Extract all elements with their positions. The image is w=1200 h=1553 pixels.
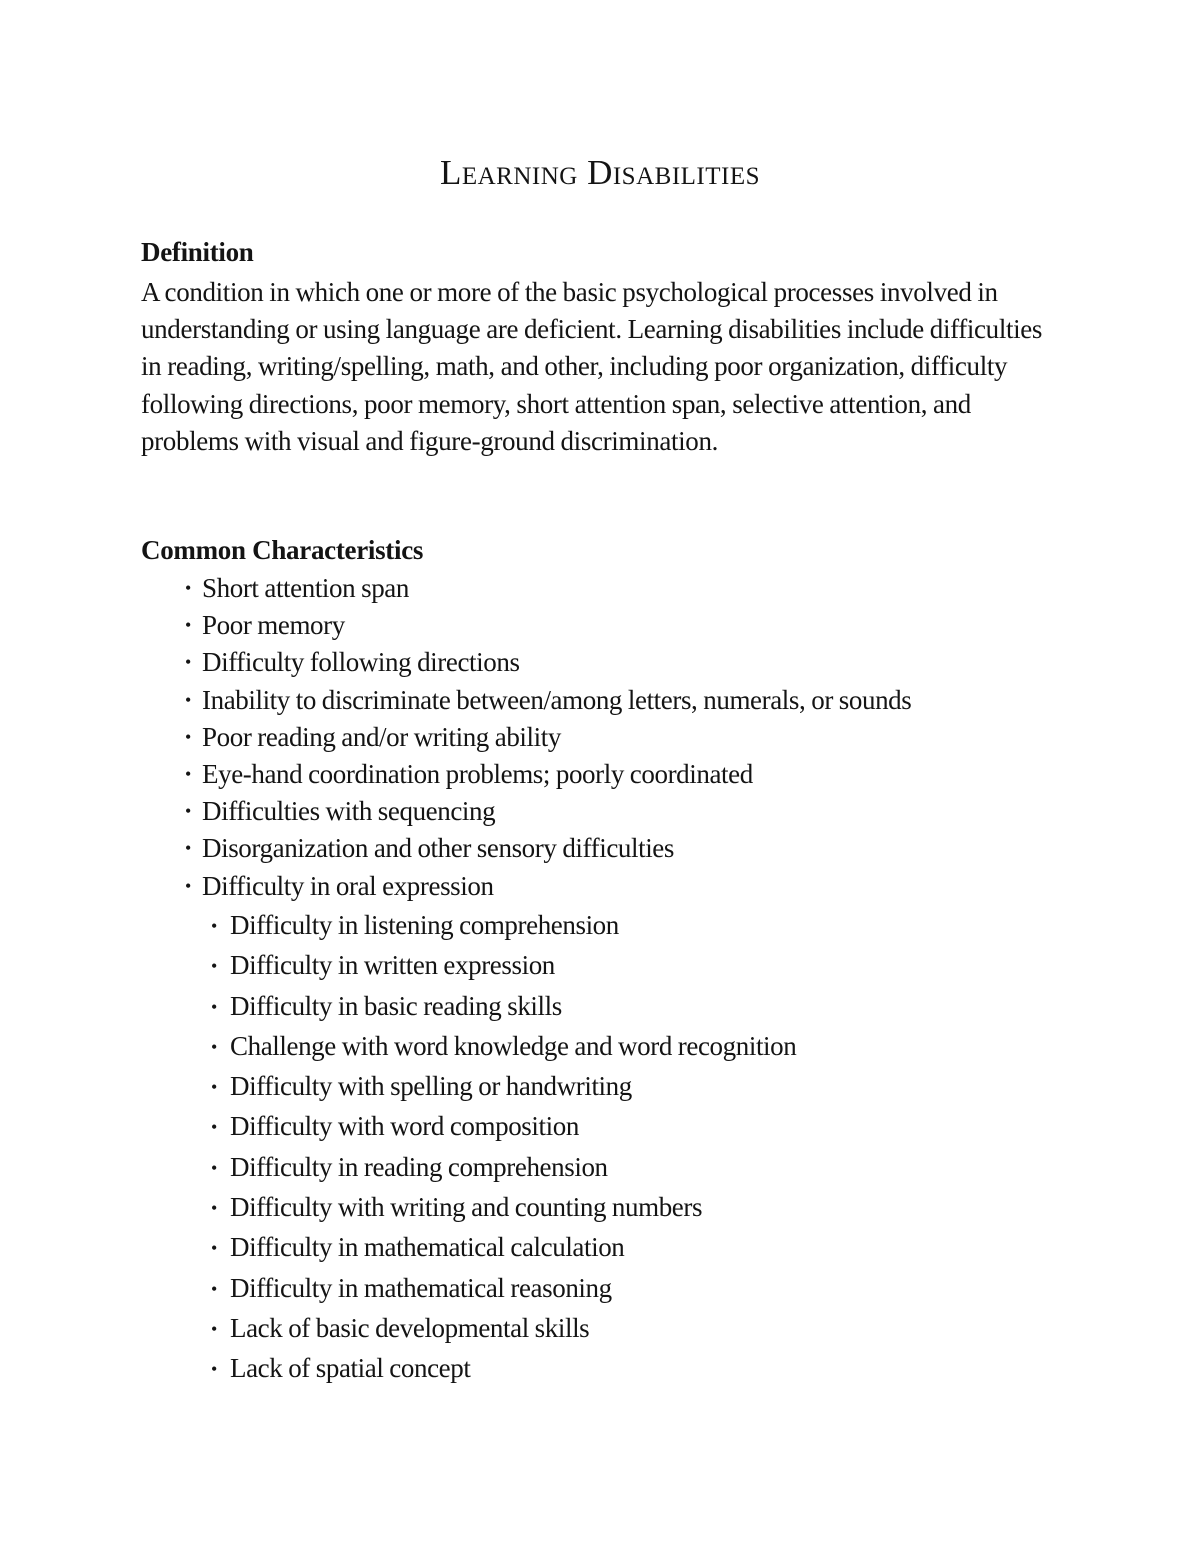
bullet-icon: •: [211, 1036, 217, 1057]
document-title: Learning Disabilities: [439, 153, 761, 192]
sub-list-item: [0, 905, 1200, 945]
list-item: [0, 570, 1200, 607]
sub-list-item: [0, 1227, 1200, 1267]
bullet-icon: •: [185, 875, 191, 896]
bullet-icon: •: [211, 1117, 217, 1138]
bullet-icon: •: [211, 996, 217, 1017]
bullet-icon: •: [211, 1318, 217, 1339]
bullet-icon: •: [185, 764, 191, 785]
sub-list-item-text: Difficulty with writing and counting numbers: [230, 1192, 703, 1223]
list-item-text: Short attention span: [202, 573, 409, 603]
list-item-text: Inability to discriminate between/among letters, numerals, or sounds: [202, 684, 912, 715]
sub-list-item: [0, 1187, 1200, 1227]
bullet-icon: •: [211, 1238, 217, 1259]
bullet-icon: •: [185, 689, 191, 710]
sub-list-item: [0, 1147, 1200, 1187]
sub-list-item: [0, 1066, 1200, 1106]
characteristics-list: [0, 570, 1200, 905]
definition-heading: Definition: [141, 237, 254, 267]
list-item: [0, 756, 1200, 793]
sub-list-item: [0, 1026, 1200, 1066]
list-item-text: Poor reading and/or writing ability: [202, 721, 561, 752]
bullet-icon: •: [211, 916, 217, 936]
sub-list-item: [0, 1106, 1200, 1146]
sub-list-item-text: Difficulty in mathematical reasoning: [230, 1272, 612, 1303]
bullet-icon: •: [185, 578, 191, 598]
sub-list-item: [0, 1348, 1200, 1388]
sub-list-item-text: Difficulty in basic reading skills: [230, 990, 562, 1021]
sub-list-item-text: Difficulty in written expression: [230, 950, 555, 981]
list-item: [0, 793, 1200, 830]
sub-list-item: [0, 1268, 1200, 1308]
sub-list-item: [0, 986, 1200, 1026]
bullet-icon: •: [185, 726, 191, 747]
list-item: [0, 830, 1200, 867]
list-item-text: Difficulty following directions: [202, 647, 520, 678]
list-item-text: Poor memory: [202, 610, 345, 641]
sub-list-item-text: Difficulty in listening comprehension: [230, 910, 619, 940]
list-item: [0, 644, 1200, 681]
bullet-icon: •: [211, 1077, 217, 1098]
bullet-icon: •: [211, 1278, 217, 1299]
bullet-icon: •: [211, 1359, 217, 1380]
list-item: [0, 719, 1200, 756]
bullet-icon: •: [185, 801, 191, 822]
sub-list-item-text: Lack of basic developmental skills: [230, 1312, 590, 1343]
bullet-icon: •: [211, 956, 217, 977]
sub-list-item-text: Lack of spatial concept: [230, 1353, 471, 1384]
sub-list-item: [0, 1308, 1200, 1348]
list-item-text: Difficulty in oral expression: [202, 870, 494, 901]
characteristics-sub-list: [0, 905, 1200, 1389]
sub-list-item: [0, 945, 1200, 985]
list-item-text: Eye-hand coordination problems; poorly coordinated: [202, 759, 753, 790]
bullet-icon: •: [185, 615, 191, 636]
sub-list-item-text: Difficulty in mathematical calculation: [230, 1232, 625, 1263]
bullet-icon: •: [185, 838, 191, 859]
sub-list-item-text: Difficulty with spelling or handwriting: [230, 1071, 632, 1102]
list-item: [0, 868, 1200, 905]
list-item: [0, 682, 1200, 719]
sub-list-item-text: Difficulty in reading comprehension: [230, 1151, 608, 1182]
bullet-icon: •: [211, 1198, 217, 1219]
characteristics-heading: Common Characteristics: [141, 535, 424, 565]
list-item-text: Difficulties with sequencing: [202, 796, 496, 827]
bullet-icon: •: [211, 1157, 217, 1178]
sub-list-item-text: Difficulty with word composition: [230, 1111, 579, 1142]
list-item: [0, 607, 1200, 644]
bullet-icon: •: [185, 652, 191, 673]
definition-paragraph: A condition in which one or more of the basic psychological processes involved in understanding or using language are deficient. Learning disabilities include difficulties in reading, writing/spelling, math, and other, including poor organization, difficulty following directions, poor memory, short attention span, selective attention, and problems with visual and figure-ground discrimination.: [141, 277, 1043, 456]
list-item-text: Disorganization and other sensory difficulties: [202, 833, 674, 864]
sub-list-item-text: Challenge with word knowledge and word recognition: [230, 1030, 797, 1061]
